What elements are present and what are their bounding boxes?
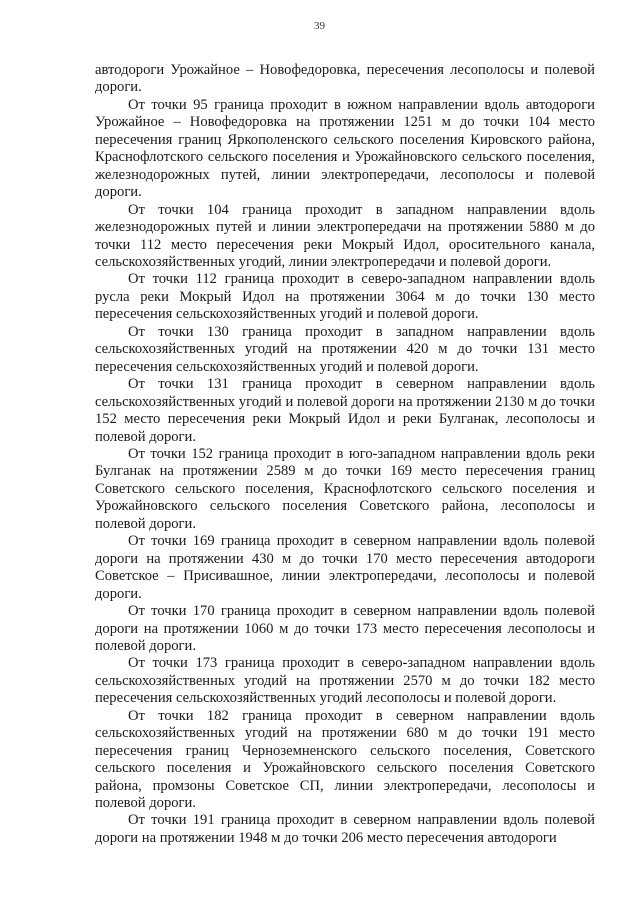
- page-number: 39: [314, 20, 325, 32]
- paragraph-continuation: автодороги Урожайное – Новофедоровка, пересечения лесополосы и полевой дороги.: [95, 62, 595, 96]
- paragraph-point-95: От точки 95 граница проходит в южном направлении вдоль автодороги Урожайное – Новофедоровка на протяжении 1251 м до точки 104 место пересечения границ Яркополенского сельского поселения Кировского района, Краснофлотского сельского поселения и Урожайновского сельского поселения, железнодорожных путей, линии электропередачи, лесополосы и полевой дороги.: [95, 96, 595, 201]
- paragraph-point-112: От точки 112 граница проходит в северо-западном направлении вдоль русла реки Мокрый Идол на протяжении 3064 м до точки 130 место пересечения сельскохозяйственных угодий и полевой дороги.: [95, 271, 595, 323]
- paragraph-point-130: От точки 130 граница проходит в западном направлении вдоль сельскохозяйственных угодий на протяжении 420 м до точки 131 место пересечения сельскохозяйственных угодий и полевой дороги.: [95, 323, 595, 375]
- page-body: [95, 62, 595, 847]
- paragraph-point-173: От точки 173 граница проходит в северо-западном направлении вдоль сельскохозяйственных угодий на протяжении 2570 м до точки 182 место пересечения сельскохозяйственных угодий лесополосы и полевой дороги.: [95, 655, 595, 707]
- paragraph-point-131: От точки 131 граница проходит в северном направлении вдоль сельскохозяйственных угодий и полевой дороги на протяжении 2130 м до точки 152 место пересечения реки Мокрый Идол и реки Булганак, лесополосы и полевой дороги.: [95, 376, 595, 445]
- paragraph-point-170: От точки 170 граница проходит в северном направлении вдоль полевой дороги на протяжении 1060 м до точки 173 место пересечения лесополосы и полевой дороги.: [95, 603, 595, 654]
- paragraph-point-182: От точки 182 граница проходит в северном направлении вдоль сельскохозяйственных угодий на протяжении 680 м до точки 191 место пересечения границ Черноземненского сельского поселения, Советского сельского поселения и Урожайновского сельского поселения Советского района, промзоны Советское СП, линии электропередачи, лесополосы и полевой дороги.: [95, 707, 595, 812]
- paragraph-point-191: От точки 191 граница проходит в северном направлении вдоль полевой дороги на протяжении 1948 м до точки 206 место пересечения автодороги: [95, 812, 595, 846]
- paragraph-point-169: От точки 169 граница проходит в северном направлении вдоль полевой дороги на протяжении 430 м до точки 170 место пересечения автодороги Советское – Присивашное, линии электропередачи, лесополосы и полевой дороги.: [95, 533, 595, 602]
- paragraph-point-152: От точки 152 граница проходит в юго-западном направлении вдоль реки Булганак на протяжении 2589 м до точки 169 место пересечения границ Советского сельского поселения, Краснофлотского сельского поселения и Урожайновского сельского поселения Советского района, лесополосы и полевой дороги.: [95, 445, 595, 532]
- paragraph-point-104: От точки 104 граница проходит в западном направлении вдоль железнодорожных путей и линии электропередачи на протяжении 5880 м до точки 112 место пересечения реки Мокрый Идол, оросительного канала, сельскохозяйственных угодий, линии электропередачи и полевой дороги.: [95, 201, 595, 270]
